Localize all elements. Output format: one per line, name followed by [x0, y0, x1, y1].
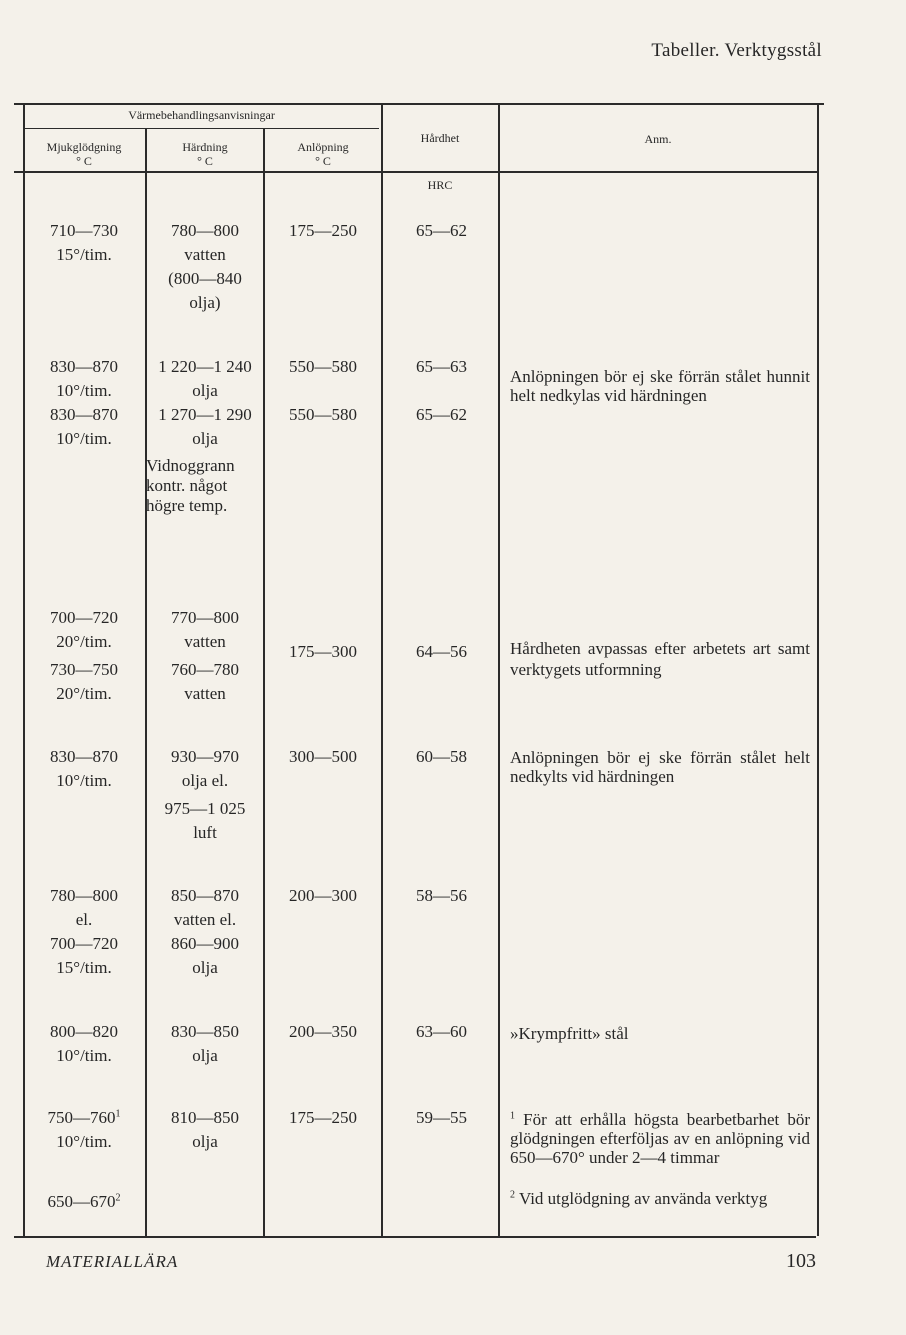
r4-hard [146, 745, 264, 845]
col-header-mjuk-label: Mjukglödgning [46, 140, 122, 154]
col-header-mjuk [24, 140, 144, 168]
r7-anlop: 175—250 [289, 1108, 357, 1127]
r5-mjuk-line: 780—800 [50, 886, 118, 905]
r3-mjuk [24, 606, 144, 706]
r1-hard-line: olja) [189, 293, 221, 312]
r7-mjuk [24, 1106, 144, 1214]
r4-mjuk-line: 830—870 [50, 747, 118, 766]
footer-title: MATERIALLÄRA [46, 1252, 179, 1271]
r5-hard-line: 860—900 [171, 934, 239, 953]
r5-hard-line: vatten el. [173, 910, 237, 929]
col-header-mjuk-unit: ° C [76, 154, 92, 168]
r2-hard-note [146, 456, 262, 516]
r6-mjuk-line: 800—820 [50, 1022, 118, 1041]
r3-hard-line: vatten [184, 632, 226, 651]
r3-hard-line: vatten [184, 684, 226, 703]
r3-hard [146, 606, 264, 706]
r7-note-1-text: För att erhålla högsta bearbetbarhet bör glödgningen efterföljas av en anlöpning vid 650—670° under 2—4 timmar [510, 1110, 810, 1167]
r3-hardhet: 64—56 [416, 642, 467, 661]
r3-mjuk-line: 700—720 [50, 608, 118, 627]
r7-mjuk-value: 750—760 [47, 1108, 116, 1127]
r2-mjuk-line: 10°/tim. [56, 429, 112, 448]
r7-hardhet: 59—55 [416, 1108, 467, 1127]
unit-hrc: HRC [427, 178, 453, 192]
r4-hard-line: luft [193, 823, 217, 842]
r3-mjuk-line: 20°/tim. [56, 632, 112, 651]
r7-mjuk-line: 10°/tim. [56, 1132, 112, 1151]
r5-mjuk [24, 884, 144, 980]
r5-mjuk-line: el. [75, 910, 93, 929]
r2-hard-note-line: kontr. något [146, 476, 228, 495]
r1-anlop: 175—250 [289, 221, 357, 240]
r6-mjuk [24, 1020, 144, 1068]
r2-mjuk-line: 830—870 [50, 357, 118, 376]
footnote-marker: 1 [115, 1108, 121, 1120]
r2-hard-note-line: högre temp. [146, 496, 228, 515]
r2-mjuk-line: 830—870 [50, 405, 118, 424]
col-line-right [817, 104, 819, 1236]
r6-hard-line: 830—850 [171, 1022, 239, 1041]
col-header-hard-unit: ° C [197, 154, 213, 168]
r7-hard-line: 810—850 [171, 1108, 239, 1127]
col-header-hard-label: Härdning [182, 140, 228, 154]
group-header-underline [24, 128, 379, 129]
r2-hard-note-line: Vidnoggrann [146, 456, 235, 475]
r7-mjuk-line [24, 1106, 144, 1130]
r2-hardhet-b: 65—62 [416, 405, 467, 424]
page-header: Tabeller. Verktygsstål [651, 40, 822, 61]
r1-mjuk-line: 15°/tim. [56, 245, 112, 264]
r4-mjuk-line: 10°/tim. [56, 771, 112, 790]
r3-anlop: 175—300 [289, 642, 357, 661]
footnote-marker: 2 [115, 1192, 121, 1204]
r6-hard-line: olja [192, 1046, 218, 1065]
col-header-hard [146, 140, 264, 168]
r3-mjuk-line: 20°/tim. [56, 684, 112, 703]
r2-anlop-b: 550—580 [289, 405, 357, 424]
col-header-anlop-label: Anlöpning [297, 140, 349, 154]
col-header-anlop [264, 140, 382, 168]
r1-hardhet: 65—62 [416, 221, 467, 240]
r1-mjuk [24, 219, 144, 267]
r1-hard-line: 780—800 [171, 221, 239, 240]
r3-hard-line: 770—800 [171, 608, 239, 627]
col-line-3 [381, 104, 383, 1236]
r6-hardhet: 63—60 [416, 1022, 467, 1041]
r6-mjuk-line: 10°/tim. [56, 1046, 112, 1065]
r4-hard-line: 975—1 025 [164, 799, 246, 818]
r5-mjuk-line: 15°/tim. [56, 958, 112, 977]
r5-hardhet: 58—56 [416, 886, 467, 905]
r4-hard-line: olja el. [181, 771, 229, 790]
footnote-marker: 2 [510, 1189, 515, 1201]
group-header: Värmebehandlingsanvisningar [128, 108, 275, 122]
r3-mjuk-line: 730—750 [50, 660, 118, 679]
col-header-anlop-unit: ° C [315, 154, 331, 168]
header-bottom-rule [14, 171, 819, 173]
r6-note: »Krympfritt» stål [510, 1024, 629, 1043]
r7-mjuk-line [24, 1190, 144, 1214]
r6-anlop: 200—350 [289, 1022, 357, 1041]
r2-mjuk [24, 355, 144, 451]
r5-anlop: 200—300 [289, 886, 357, 905]
table-top-rule [14, 103, 824, 105]
r5-mjuk-line: 700—720 [50, 934, 118, 953]
r1-hard [146, 219, 264, 315]
r2-mjuk-line: 10°/tim. [56, 381, 112, 400]
r5-hard [146, 884, 264, 980]
r5-hard-line: olja [192, 958, 218, 977]
r2-hard-line: 1 220—1 240 [158, 357, 252, 376]
r4-hardhet: 60—58 [416, 747, 467, 766]
r7-note-2-text: Vid utglödgning av använda verktyg [518, 1189, 768, 1208]
r2-hardhet-a: 65—63 [416, 357, 467, 376]
r7-mjuk-value: 650—670 [47, 1192, 116, 1211]
r4-hard-line: 930—970 [171, 747, 239, 766]
r3-note: Hårdheten avpassas efter arbetets art samt verktygets utformning [510, 639, 810, 679]
r7-note-1 [510, 1110, 810, 1167]
footnote-marker: 1 [510, 1110, 515, 1122]
page-number: 103 [786, 1250, 816, 1272]
r1-mjuk-line: 710—730 [50, 221, 118, 240]
r5-hard-line: 850—870 [171, 886, 239, 905]
col-line-4 [498, 104, 500, 1236]
r4-note: Anlöpningen bör ej ske förrän stålet helt nedkylts vid härdningen [510, 748, 810, 786]
r7-hard-line: olja [192, 1132, 218, 1151]
r7-hard [146, 1106, 264, 1154]
r2-hard-line: olja [192, 381, 218, 400]
r1-hard-line: vatten [184, 245, 226, 264]
col-header-anm: Anm. [644, 132, 672, 146]
r4-mjuk [24, 745, 144, 793]
r4-anlop: 300—500 [289, 747, 357, 766]
r6-hard [146, 1020, 264, 1068]
r2-hard-line: olja [192, 429, 218, 448]
r7-note-2 [510, 1189, 810, 1208]
r2-anlop-a: 550—580 [289, 357, 357, 376]
table-bottom-rule [14, 1236, 816, 1238]
r3-hard-line: 760—780 [171, 660, 239, 679]
r2-note: Anlöpningen bör ej ske förrän stålet hunnit helt nedkylas vid härdningen [510, 367, 810, 405]
r1-hard-line: (800—840 [168, 269, 242, 288]
r2-hard [146, 355, 264, 451]
col-header-hardhet: Hårdhet [420, 131, 460, 145]
r2-hard-line: 1 270—1 290 [158, 405, 252, 424]
